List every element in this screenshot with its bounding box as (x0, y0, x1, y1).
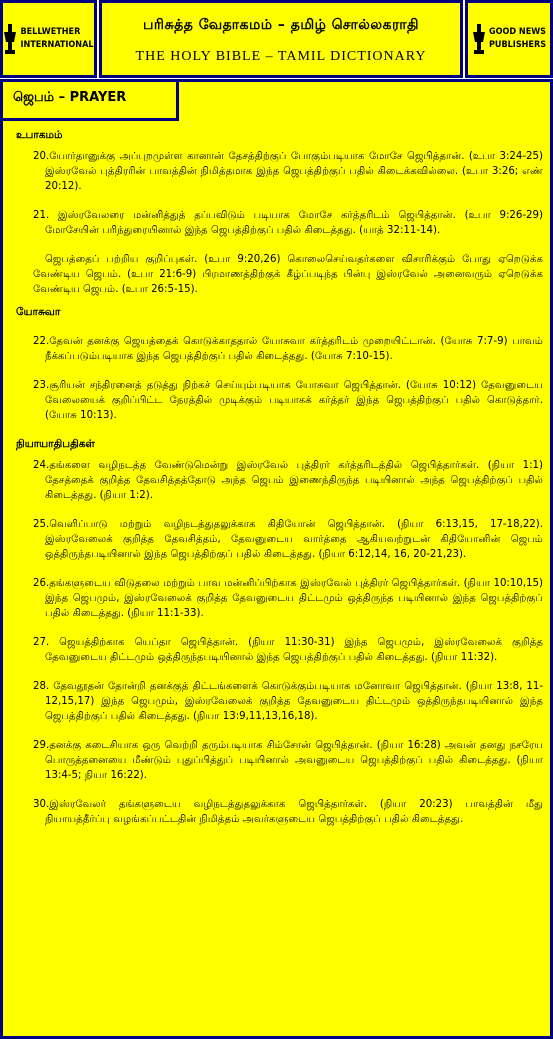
topic-heading: ஜெபம் – PRAYER (3, 82, 179, 121)
section-heading: யோசுவா (16, 306, 61, 318)
entry-25: 25.வெளிப்பாடு மற்றும் வழிநடத்துதலுக்காக கிதியோன் ஜெபித்தான். (நியா 6:13,15, 17-18,22). இஸ்ரவேலைக் குறித்த தேவசித்தம், தேவனுடைய வார்த்தை ஆகியவற்றுடன் கிதியோனின் ஜெபம் ஒத்திருந்தபடியினால் இந்த ஜெபத்திற்குப் பதில் கிடைத்தது. (நியா 6:12,14, 16, 20-21,23). (33, 519, 543, 560)
title-english: THE HOLY BIBLE – TAMIL DICTIONARY (135, 49, 427, 64)
prayer-notes: ஜெபத்தைப் பற்றிய குறிப்புகள். (உபா 9:20,26) கொலைசெய்வதர்களை விசாரிக்கும் போது ஏறெடுக்க வேண்டிய ஜெபம். (உபா 21:6-9) பிரமாணத்திற்குக் கீழ்ப்படிந்த பின்பு இஸ்ரவேல் அனைவரும் ஏறெடுக்க வேண்டிய ஜெபம். (உபா 26:5-15). (33, 254, 543, 295)
section-joshua (13, 305, 543, 423)
left-logo-line-2: INTERNATIONAL (20, 40, 94, 50)
section-heading: நியாயாதிபதிகள் (16, 438, 95, 450)
entry-24: 24.தங்களை வழிநடத்த வேண்டுமென்று இஸ்ரவேல் புத்திரர் கர்த்தரிடத்தில் ஜெபித்தார்கள். (நியா 1:1) தேசத்தைக் குறித்த தேவசித்தத்தோடு அந்த ஜெபம் இணைந்திருந்த படியினால் அந்த ஜெபத்திற்குப் பதில் கிடைத்தது. (நியா 1:2). (33, 460, 543, 501)
section-heading: உபாகமம் (16, 129, 63, 141)
title-tamil: பரிசுத்த வேதாகமம் – தமிழ் சொல்லகராதி (143, 17, 419, 33)
entry-22: 22.தேவன் தனக்கு ஜெயத்தைக் கொடுக்காததால் யோசுவா கர்த்தரிடம் முறையிட்டான். (யோசு 7:7-9) பாவம் நீக்கப்படும்படியாக இந்த ஜெபத்திற்குப் பதில் கிடைத்தது. (யோசு 7:10-15). (33, 336, 543, 362)
content-panel (0, 79, 553, 1039)
entry-29: 29.தனக்கு கடைசியாக ஒரு வெற்றி தரும்படியாக சிம்சோன் ஜெபித்தான். (நியா 16:28) அவன் தனது நசரேய பொருத்தனையை மீண்டும் புதுப்பித்துப் படியினால் அவனுடைய ஜெபத்திற்குப் பதில் கிடைத்தது. (நியா 13:4-5; நியா 16:22). (33, 740, 543, 781)
section-judges (13, 437, 543, 827)
entry-20: 20.யோர்தானுக்கு அப்புறமுள்ள கானான் தேசத்திற்குப் போகும்படியாக மோசே ஜெபித்தான். (உபா 3:24-25) இஸ்ரவேல் புத்திரரின் பாவத்தின் நிமித்தமாக இந்த ஜெபத்திற்குப் பதில் கிடைக்கவில்லை. (உபா 3:26; எண் 20:12). (33, 151, 543, 192)
entry-27: 27. ஜெயத்திற்காக யெப்தா ஜெபித்தான். (நியா 11:30-31) இந்த ஜெபமும், இஸ்ரவேலைக் குறித்த தேவனுடைய திட்டமும் ஒத்திருந்தபடியினால் இந்த ஜெபத்திற்குப் பதில் கிடைத்தது. (நியா 11:32). (33, 637, 543, 663)
left-logo-line-1: BELLWETHER (20, 27, 81, 37)
right-logo-line-1: GOOD NEWS (488, 27, 546, 37)
entry-30: 30.இஸ்ரவேலர் தங்களுடைய வழிநடத்துதலுக்காக ஜெபித்தார்கள். (நியா 20:23) பாவத்தின் மீது நியாயத்தீர்ப்பு வழங்கப்பட்டதின் நிமித்தம் அவர்களுடைய ஜெபத்திற்குப் பதில் கிடைத்தது. (33, 799, 543, 825)
right-logo-line-2: PUBLISHERS (488, 40, 547, 50)
entry-21: 21. இஸ்ரவேலரை மன்னித்துத் தப்பவிடும் படியாக மோசே கர்த்தரிடம் ஜெபித்தான். (உபா 9:26-29) மோசேயின் பரிந்துரையினால் இந்த ஜெபத்திற்குப் பதில் கிடைத்தது. (யாத் 32:11-14). (33, 210, 543, 236)
title-box (99, 0, 463, 78)
bellwether-logo-box (0, 0, 97, 78)
goodnews-logo-icon (472, 22, 486, 56)
bellwether-logo-icon (3, 22, 17, 56)
dictionary-text (13, 126, 543, 841)
entry-28: 28. தேவதூதன் தோன்றி தனக்குத் திட்டங்களைக் கொடுக்கும்படியாக மனோவா ஜெபித்தான். (நியா 13:8, 11-12,15,17) இந்த ஜெபமும், இஸ்ரவேலைக் குறித்த தேவனுடைய திட்டமும் ஒத்திருந்தபடியினால் இந்த ஜெபத்திற்குப் பதில் கிடைத்தது. (நியா 13:9,11,13,16,18). (33, 681, 543, 722)
goodnews-logo-box (465, 0, 553, 78)
entry-26: 26.தங்களுடைய விடுதலை மற்றும் பாவ மன்னிப்பிற்காக இஸ்ரவேல் புத்திரர் ஜெபித்தார்கள். (நியா 10:10,15) இந்த ஜெபமும், இஸ்ரவேலைக் குறித்த தேவனுடைய திட்டமும் ஒத்திருந்த படியினால் இந்த ஜெபத்திற்குப் பதில் கிடைத்தது. (நியா 11:1-33). (33, 578, 543, 619)
section-deuteronomy (13, 128, 543, 297)
entry-23: 23.சூரியன் சந்திரனைத் தடுத்து நிற்கச் செய்யும்படியாக யோசுவா ஜெபித்தான். (யோசு 10:12) தேவனுடைய வேலையைக் குறிப்பிட்ட நேரத்தில் முடிக்கும் படியாகக் கர்த்தர் இந்த ஜெபத்திற்குப் பதில் கொடுத்தார். (யோசு 10:13). (33, 380, 543, 421)
